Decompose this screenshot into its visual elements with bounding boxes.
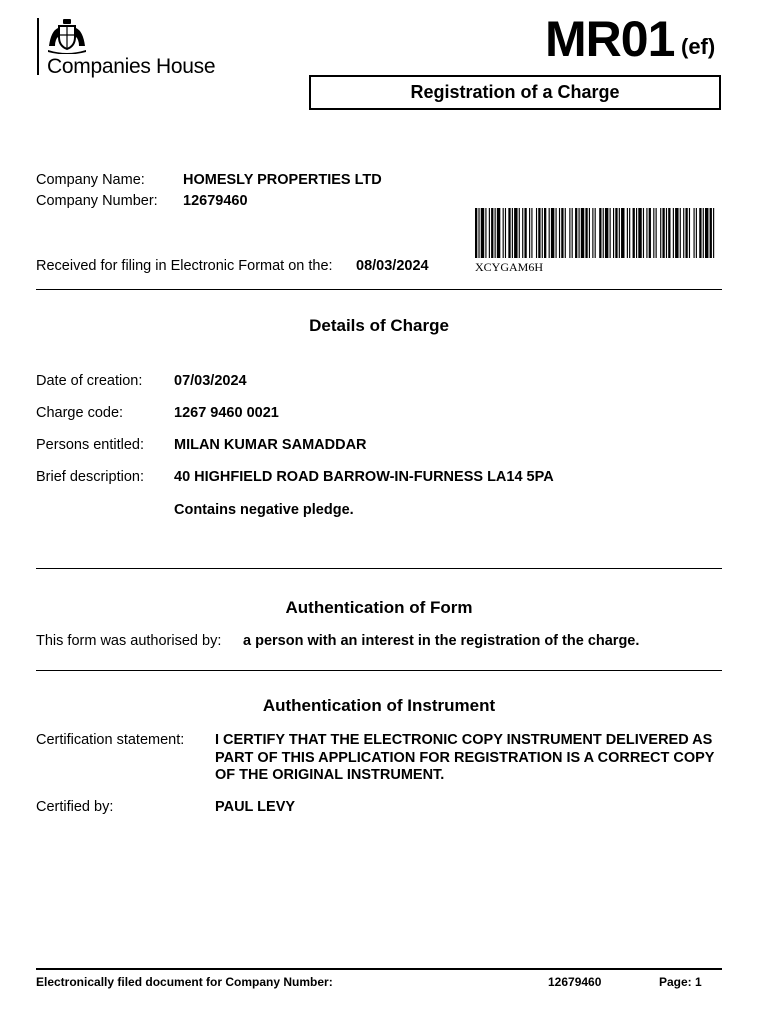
barcode-bar [666,208,667,258]
barcode-bar [705,208,708,258]
form-code: MR01 [545,11,675,67]
barcode-bar [680,208,681,258]
barcode-bar [619,208,620,258]
barcode-bar [542,208,543,258]
section-divider [36,289,722,290]
barcode-bar [595,208,596,258]
barcode-bar [556,208,557,258]
barcode-bar [694,208,695,258]
brief-description-value: 40 HIGHFIELD ROAD BARROW-IN-FURNESS LA14 5PA [174,469,554,485]
footer-page-number: Page: 1 [659,975,702,989]
footer-divider [36,968,722,970]
barcode-bar [485,208,486,258]
barcode-bar [610,208,611,258]
barcode-bar [643,208,644,258]
barcode-bar [519,208,520,258]
barcode-bar [592,208,593,258]
barcode-bar [497,208,500,258]
barcode-bar [572,208,573,258]
details-of-charge-heading: Details of Charge [309,316,449,335]
barcode-text: XCYGAM6H [475,260,544,274]
barcode-bar [603,208,604,258]
royal-coat-of-arms-icon [46,18,88,54]
barcode-bar [478,208,479,258]
barcode-bar [668,208,670,258]
barcode-bar [524,208,526,258]
barcode-bar [551,208,554,258]
footer-text: Electronically filed document for Company Number: [36,975,333,989]
authorised-by-label: This form was authorised by: [36,633,222,649]
barcode-bar [529,208,530,258]
barcode-bar [599,208,601,258]
barcode-bar [653,208,654,258]
barcode-bar [613,208,614,258]
barcode-bar [713,208,714,258]
form-title: Registration of a Charge [309,75,721,110]
barcode-bar [549,208,550,258]
barcode-bar [538,208,540,258]
barcode-bar [481,208,484,258]
barcode-bar [615,208,617,258]
barcode-bar [508,208,510,258]
barcode-bar [638,208,641,258]
barcode-bar [505,208,506,258]
barcode-bar [475,208,477,258]
barcode-bar [512,208,513,258]
brief-description-label: Brief description: [36,469,144,485]
certified-by-value: PAUL LEVY [215,799,296,815]
barcode-bar [585,208,587,258]
charge-code-label: Charge code: [36,405,124,421]
barcode-bar [649,208,651,258]
barcode-bar [495,208,496,258]
company-number-label: Company Number: [36,193,158,209]
barcode-bar [633,208,635,258]
charge-code-value: 1267 9460 0021 [174,405,279,421]
barcode-bar [589,208,590,258]
barcode-bar [536,208,537,258]
barcode-bar [627,208,628,258]
date-of-creation-label: Date of creation: [36,373,143,389]
barcode-bar [581,208,584,258]
received-label: Received for filing in Electronic Format on the: [36,258,333,274]
barcode-bar [689,208,690,258]
barcode-bar [685,208,687,258]
barcode-bar [673,208,674,258]
barcode-bar [565,208,566,258]
barcode-bar [675,208,678,258]
received-date: 08/03/2024 [356,258,429,274]
section-divider [36,568,722,569]
certification-statement-label: Certification statement: [36,732,185,748]
barcode-bar [662,208,664,258]
barcode-bar [544,208,546,258]
certified-by-label: Certified by: [36,799,114,815]
barcode-bar [683,208,684,258]
barcode-bar [656,208,657,258]
barcode-bar [703,208,704,258]
barcode-bar [514,208,517,258]
authentication-of-instrument-heading: Authentication of Instrument [262,696,496,715]
barcode-bar [629,208,630,258]
barcode-bar [646,208,647,258]
certification-statement-value: I CERTIFY THAT THE ELECTRONIC COPY INSTRUMENT DELIVERED AS PART OF THIS APPLICATION FOR REGISTRATION IS A CORRECT COPY OF THE ORIGINAL INSTRUMENT. [215,732,715,783]
barcode-bar [503,208,504,258]
persons-entitled-value: MILAN KUMAR SAMADDAR [174,437,367,453]
barcode-bar [621,208,624,258]
company-name-value: HOMESLY PROPERTIES LTD [183,172,382,188]
authorised-by-value: a person with an interest in the registration of the charge. [243,633,640,649]
barcode-bar [522,208,523,258]
barcode-bar [699,208,701,258]
barcode-bar [696,208,697,258]
barcode-bar [569,208,570,258]
barcode-bar [575,208,577,258]
barcode-bar [561,208,563,258]
date-of-creation-value: 07/03/2024 [174,373,247,389]
barcode-bar [559,208,560,258]
organisation-name: Companies House [47,55,216,78]
authentication-of-form-heading: Authentication of Form [285,598,473,617]
company-number-value: 12679460 [183,193,248,209]
form-code-suffix: (ef) [681,34,716,59]
barcode-bar [710,208,712,258]
barcode-bar [579,208,580,258]
company-name-label: Company Name: [36,172,145,188]
footer-company-number: 12679460 [548,975,602,989]
barcode-bar [489,208,490,258]
barcode-bar [531,208,532,258]
section-divider [36,670,722,671]
barcode-bar [491,208,493,258]
barcode-bar [605,208,608,258]
persons-entitled-label: Persons entitled: [36,437,145,453]
barcode-bar [660,208,661,258]
logo-divider [37,18,39,75]
barcode-bar [636,208,637,258]
negative-pledge-note: Contains negative pledge. [174,502,354,518]
barcode [475,208,715,258]
